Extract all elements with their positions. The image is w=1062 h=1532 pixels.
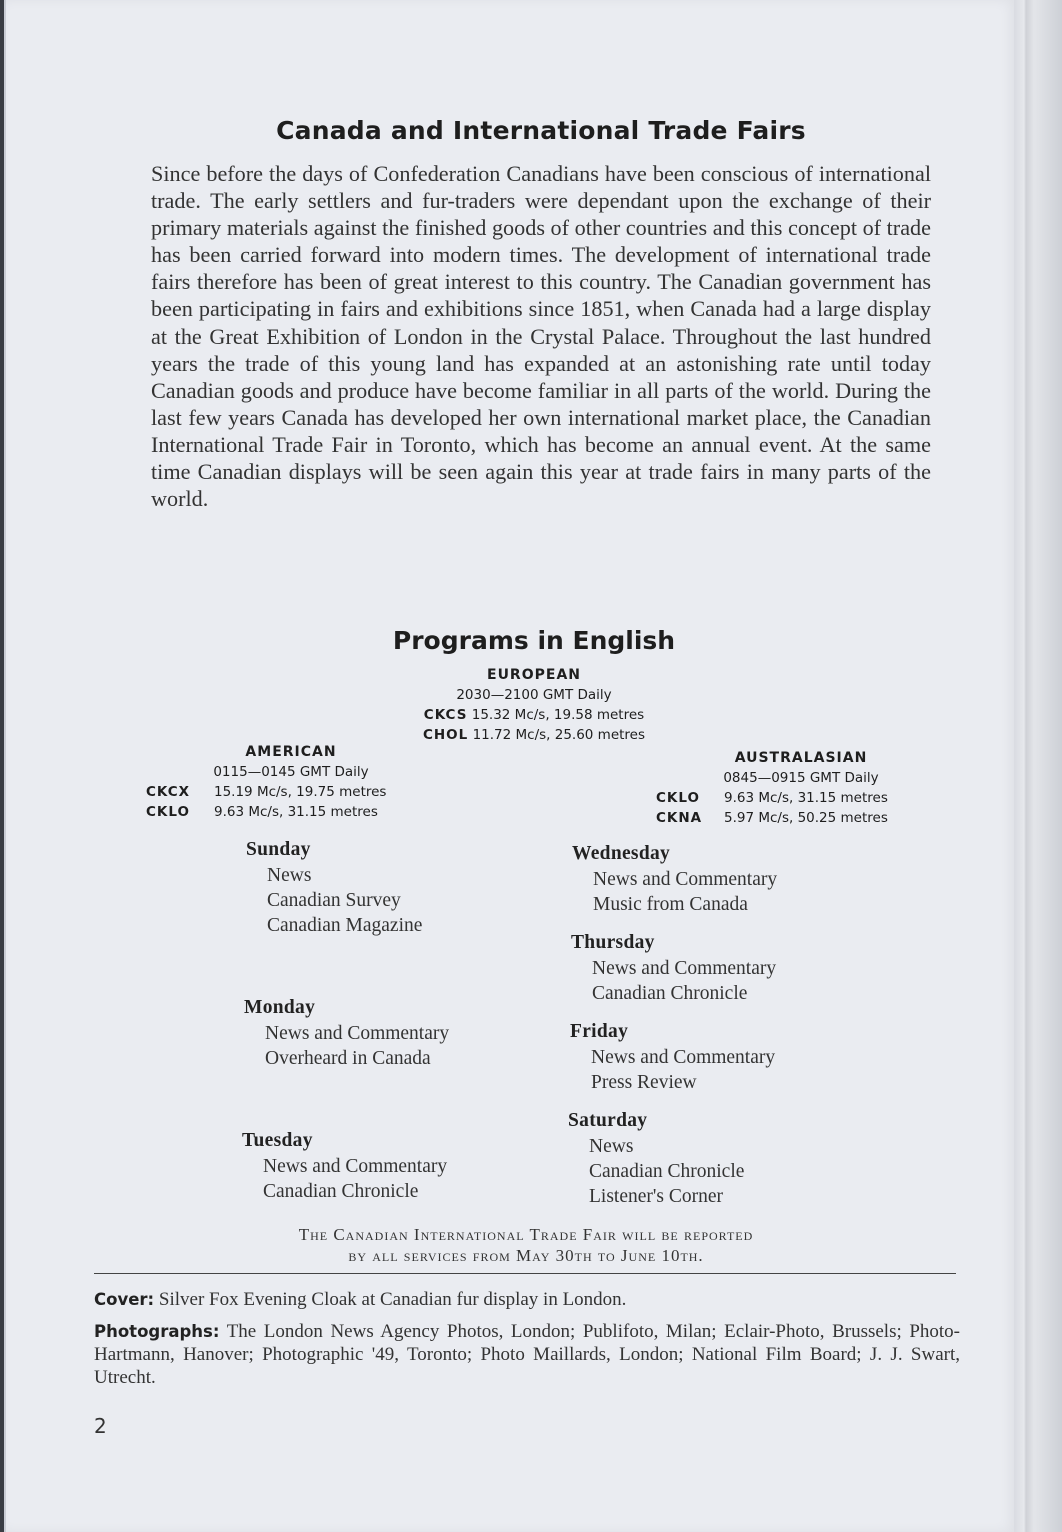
- australasian-heading: AUSTRALASIAN: [734, 750, 868, 766]
- program-item: News and Commentary: [263, 1156, 448, 1177]
- program-item: News and Commentary: [593, 869, 778, 890]
- schedule-thursday: [571, 930, 776, 1006]
- station-freq: 15.19 Mc/s, 19.75 metres: [214, 784, 387, 800]
- station-call: CKCS: [423, 707, 468, 723]
- trade-fair-notice: [6, 1224, 1046, 1266]
- american-station: [146, 802, 436, 822]
- australasian-station: [656, 788, 946, 808]
- station-freq: 5.97 Mc/s, 50.25 metres: [724, 810, 888, 826]
- page-number: 2: [94, 1414, 107, 1438]
- day-heading: Sunday: [246, 839, 311, 860]
- schedule-monday: [244, 995, 449, 1071]
- australasian-service: [656, 748, 946, 828]
- station-freq: 11.72 Mc/s, 25.60 metres: [472, 727, 646, 743]
- program-item: Canadian Survey: [267, 890, 401, 911]
- program-item: Listener's Corner: [589, 1186, 724, 1207]
- european-station: [6, 705, 1062, 725]
- schedule-tuesday: [242, 1128, 447, 1204]
- program-item: Canadian Chronicle: [589, 1161, 745, 1182]
- day-heading: Friday: [570, 1021, 629, 1042]
- program-item: Canadian Magazine: [267, 915, 423, 936]
- program-item: News: [589, 1136, 634, 1157]
- station-freq: 15.32 Mc/s, 19.58 metres: [471, 707, 645, 723]
- european-time: 2030—2100 GMT Daily: [456, 687, 612, 703]
- schedule-saturday: [568, 1108, 744, 1209]
- station-freq: 9.63 Mc/s, 31.15 metres: [214, 804, 378, 820]
- program-item: News and Commentary: [592, 958, 777, 979]
- program-item: Canadian Chronicle: [263, 1181, 419, 1202]
- photos-text: The London News Agency Photos, London; Publifoto, Milan; Eclair-Photo, Brussels; Photo-Hartmann, Hanover; Photographic '49, Toronto; Photo Maillards, London; National Film Board; J. J. Swart, Utrecht.: [94, 1321, 960, 1388]
- station-call: CHOL: [422, 727, 469, 743]
- australasian-station: [656, 808, 946, 828]
- program-item: News: [267, 865, 312, 886]
- notice-line: The Canadian International Trade Fair will be reported: [298, 1225, 754, 1244]
- photos-label: Photographs:: [94, 1322, 220, 1341]
- american-station: [146, 782, 436, 802]
- article-title: Canada and International Trade Fairs: [276, 116, 806, 145]
- station-call: CKLO: [656, 790, 700, 806]
- schedule-wednesday: [572, 841, 777, 917]
- day-heading: Tuesday: [242, 1130, 313, 1151]
- article-body: Since before the days of Confederation Canadians have been conscious of international trade. The early settlers and fur-traders were dependant upon the exchange of their primary materials against the finished goods of other countries and this concept of trade has been carried forward into modern times. The development of international trade fairs therefore has been of great interest to this country. The Canadian government has been participating in fairs and exhibitions since 1851, when Canada had a large display at the Great Exhibition of London in the Crystal Palace. Throughout the last hundred years the trade of this young land has expanded at an astonishing rate until today Canadian goods and produce have become familiar in all parts of the world. During the last few years Canada has developed her own international market place, the Canadian International Trade Fair in Toronto, which has become an annual event. At the same time Canadian displays will be seen again this year at trade fairs in many parts of the world.: [151, 161, 931, 512]
- day-heading: Saturday: [568, 1110, 648, 1131]
- station-call: CKLO: [146, 804, 190, 820]
- notice-line: by all services from May 30th to June 10th.: [348, 1246, 704, 1265]
- schedule-friday: [570, 1019, 775, 1095]
- station-freq: 9.63 Mc/s, 31.15 metres: [724, 790, 888, 806]
- program-item: News and Commentary: [591, 1047, 776, 1068]
- program-item: Overheard in Canada: [265, 1048, 431, 1069]
- american-time: 0115—0145 GMT Daily: [213, 764, 369, 780]
- cover-text: Silver Fox Evening Cloak at Canadian fur display in London.: [158, 1289, 627, 1310]
- programs-title: Programs in English: [392, 626, 676, 655]
- page: [4, 0, 1016, 1532]
- photo-credits: [94, 1320, 960, 1389]
- divider: [94, 1273, 956, 1274]
- station-call: CKCX: [146, 784, 191, 800]
- next-page-edge: [1014, 0, 1062, 1532]
- australasian-time: 0845—0915 GMT Daily: [723, 770, 879, 786]
- day-heading: Thursday: [571, 932, 655, 953]
- cover-credit: [94, 1288, 964, 1311]
- cover-label: Cover:: [94, 1290, 155, 1309]
- station-call: CKNA: [656, 810, 703, 826]
- day-heading: Wednesday: [572, 843, 671, 864]
- european-heading: EUROPEAN: [487, 667, 581, 683]
- program-item: News and Commentary: [265, 1023, 450, 1044]
- program-item: Canadian Chronicle: [592, 983, 748, 1004]
- schedule-sunday: [246, 837, 422, 938]
- american-service: [146, 742, 436, 822]
- american-heading: AMERICAN: [245, 744, 337, 760]
- program-item: Press Review: [591, 1072, 697, 1093]
- program-item: Music from Canada: [593, 894, 748, 915]
- day-heading: Monday: [244, 997, 316, 1018]
- european-service: [6, 665, 1062, 745]
